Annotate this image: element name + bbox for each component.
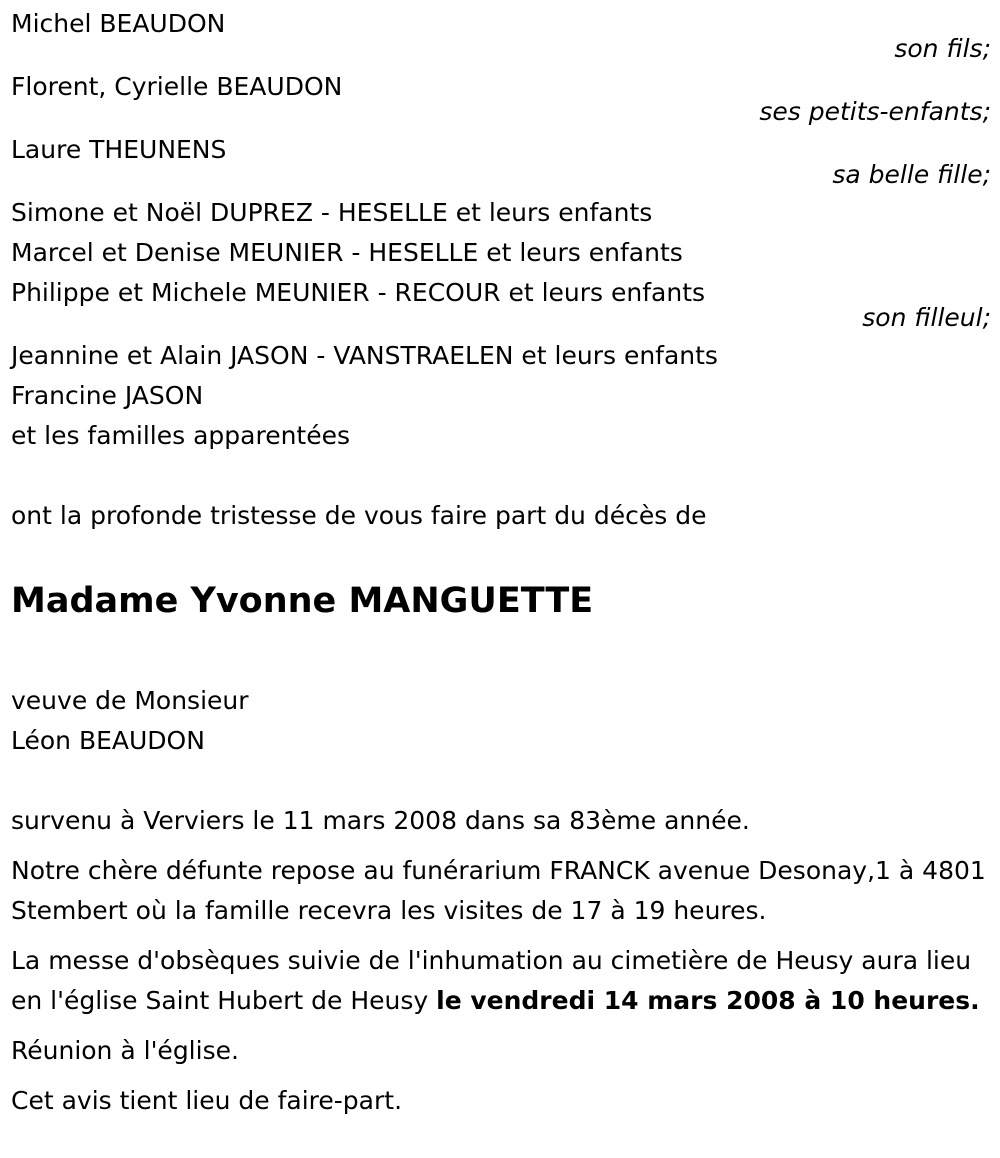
obituary-notice	[11, 4, 991, 1131]
announcement-text: ont la profonde tristesse de vous faire part du décès de	[11, 501, 707, 530]
mass-intro: La messe d'obsèques suivie de l'inhumation au cimetière de Heusy aura lieu en l'église Saint Hubert de Heusy	[11, 946, 972, 1015]
family-name-line: Francine JASON	[11, 381, 204, 410]
family-name-line: Marcel et Denise MEUNIER - HESELLE et leurs enfants	[11, 238, 683, 267]
family-name-line: et les familles apparentées	[11, 421, 351, 450]
spouse-line-1: veuve de Monsieur	[11, 686, 249, 715]
family-name-line: Florent, Cyrielle BEAUDON	[11, 72, 343, 101]
relation-label: son filleul;	[862, 303, 991, 332]
spouse-block	[11, 681, 991, 761]
funerarium-details: Notre chère défunte repose au funérarium FRANCK avenue Desonay,1 à 4801 Stembert où la famille recevra les visites de 17 à 19 heures.	[11, 856, 986, 925]
family-name-line: Simone et Noël DUPREZ - HESELLE et leurs enfants	[11, 198, 653, 227]
family-group-godson	[11, 193, 991, 332]
family-name-line: Jeannine et Alain JASON - VANSTRAELEN et leurs enfants	[11, 341, 718, 370]
family-group-son	[11, 4, 991, 63]
relation-label: son fils;	[894, 34, 991, 63]
family-group-daughter-in-law	[11, 130, 991, 189]
relation-label: ses petits-enfants;	[759, 97, 991, 126]
family-name-line: Laure THEUNENS	[11, 135, 227, 164]
notice-text: Cet avis tient lieu de faire-part.	[11, 1086, 403, 1115]
spouse-line-2: Léon BEAUDON	[11, 726, 205, 755]
meeting-details: Réunion à l'église.	[11, 1036, 239, 1065]
mass-date: le vendredi 14 mars 2008 à 10 heures.	[436, 986, 980, 1015]
family-name-line: Michel BEAUDON	[11, 9, 226, 38]
deceased-name: Madame Yvonne MANGUETTE	[11, 581, 594, 621]
family-group-others	[11, 336, 991, 456]
relation-label: sa belle fille;	[832, 160, 991, 189]
death-details: survenu à Verviers le 11 mars 2008 dans sa 83ème année.	[11, 806, 750, 835]
family-name-line: Philippe et Michele MEUNIER - RECOUR et leurs enfants	[11, 278, 706, 307]
family-group-grandchildren	[11, 67, 991, 126]
mass-details	[11, 941, 991, 1021]
